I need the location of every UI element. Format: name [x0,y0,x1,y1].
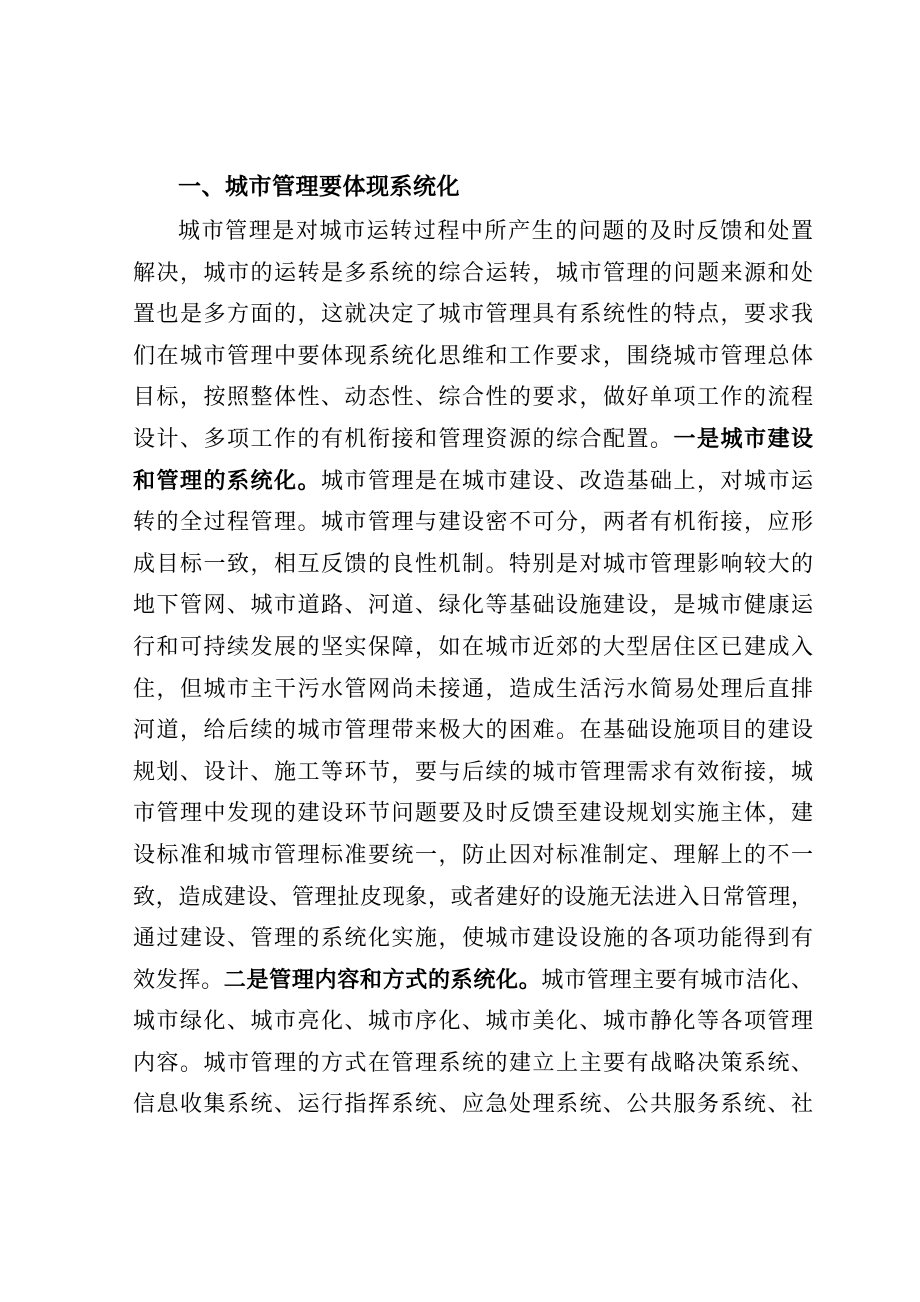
text-segment: 目标，按照整体性、动态性、综合性的要求，做好单项工作的流程 [133,385,813,411]
text-segment: 设标准和城市管理标准要统一，防止因对标准制定、理解上的不一 [133,842,813,868]
text-line [133,211,813,253]
text-segment: 市管理中发现的建设环节问题要及时反馈至建设规划实施主体，建 [133,801,813,827]
text-segment: 成目标一致，相互反馈的良性机制。特别是对城市管理影响较大的 [133,551,813,577]
text-line [133,793,813,835]
text-line [133,544,813,586]
text-line [133,835,813,877]
text-segment: 河道，给后续的城市管理带来极大的困难。在基础设施项目的建设 [133,718,813,744]
text-segment: 效发挥。 [133,967,224,993]
text-segment: 置也是多方面的，这就决定了城市管理具有系统性的特点，要求我 [133,302,813,328]
text-line [133,253,813,295]
text-segment: 行和可持续发展的坚实保障，如在城市近郊的大型居住区已建成入 [133,634,813,660]
text-line [133,1084,813,1126]
bold-text-segment: 二是管理内容和方式的系统化。 [223,967,542,993]
text-segment: 城市管理是对城市运转过程中所产生的问题的及时反馈和处置 [178,219,813,244]
text-segment: 住，但城市主干污水管网尚未接通，造成生活污水简易处理后直排 [133,676,813,702]
text-segment: 转的全过程管理。城市管理与建设密不可分，两者有机衔接，应形 [133,510,813,536]
text-segment: 设计、多项工作的有机衔接和管理资源的综合配置。 [133,426,674,452]
text-segment: 通过建设、管理的系统化实施，使城市建设设施的各项功能得到有 [133,926,813,952]
text-segment: 地下管网、城市道路、河道、绿化等基础设施建设，是城市健康运 [133,593,813,619]
section-heading: 一、城市管理要体现系统化 [178,174,460,200]
text-segment: 们在城市管理中要体现系统化思维和工作要求，围绕城市管理总体 [133,343,813,369]
text-line [133,669,813,711]
text-line [133,336,813,378]
text-line [133,1001,813,1043]
text-line [133,918,813,960]
text-line [133,294,813,336]
bold-text-segment: 和管理的系统化。 [133,468,321,494]
text-line [133,377,813,419]
text-segment: 解决，城市的运转是多系统的综合运转，城市管理的问题来源和处 [133,260,813,286]
text-line [133,502,813,544]
text-line [133,710,813,752]
text-line [133,585,813,627]
text-segment: 信息收集系统、运行指挥系统、应急处理系统、公共服务系统、社 [133,1092,813,1118]
body-paragraph [133,211,813,1126]
text-segment: 规划、设计、施工等环节，要与后续的城市管理需求有效衔接，城 [133,759,813,785]
text-line [133,627,813,669]
text-line [133,877,813,919]
text-segment: 城市管理主要有城市洁化、 [541,967,813,993]
text-segment: 城市绿化、城市亮化、城市序化、城市美化、城市静化等各项管理 [133,1009,813,1035]
text-line [133,960,813,1002]
text-line [133,461,813,503]
text-segment: 城市管理是在城市建设、改造基础上，对城市运 [321,468,813,494]
text-line [133,752,813,794]
text-segment: 致，造成建设、管理扯皮现象，或者建好的设施无法进入日常管理， [133,884,813,910]
bold-text-segment: 一是城市建设 [673,426,813,452]
text-line [133,419,813,461]
text-segment: 内容。城市管理的方式在管理系统的建立上主要有战略决策系统、 [133,1050,813,1076]
text-line [133,1043,813,1085]
